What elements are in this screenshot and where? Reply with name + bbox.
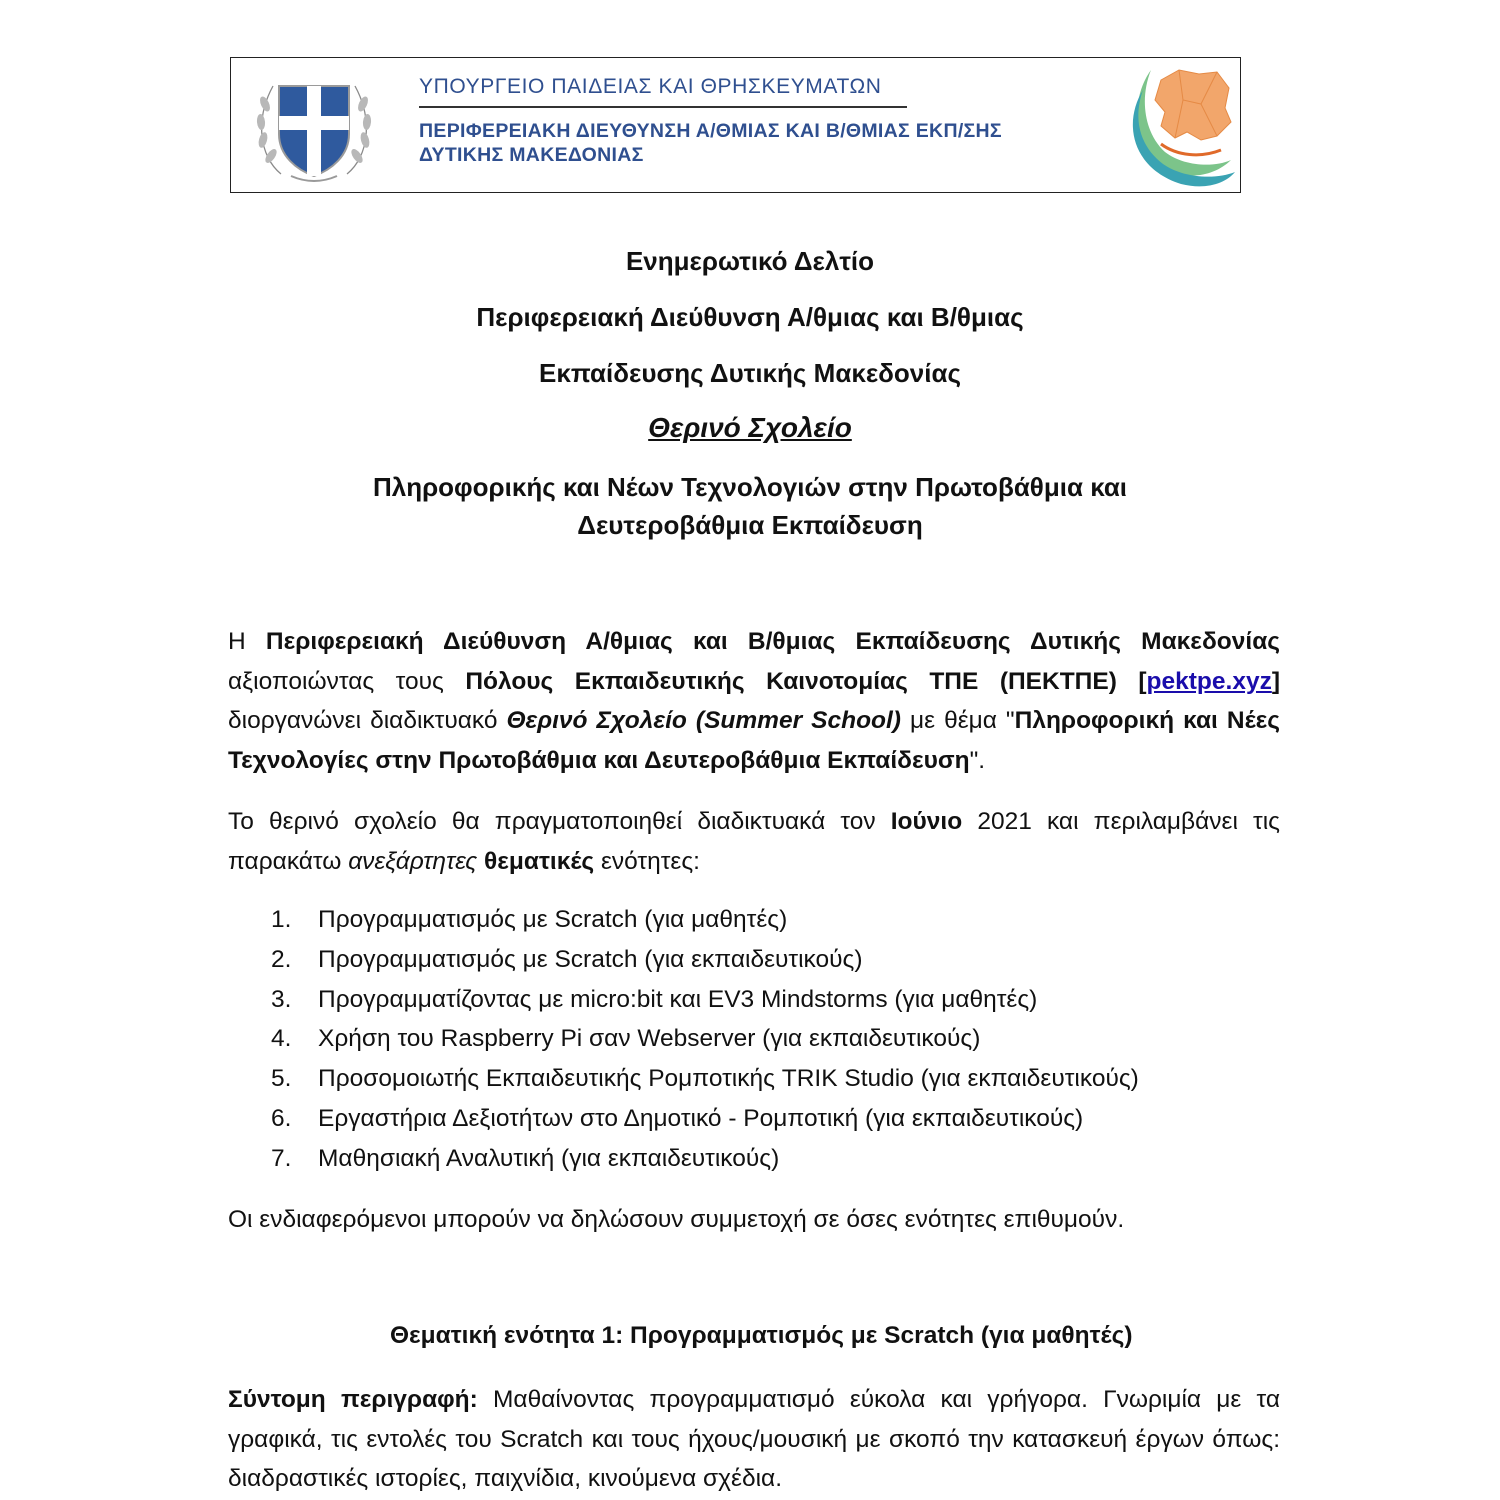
intro-text: ".: [969, 746, 986, 774]
subtitle-line-1: Πληροφορικής και Νέων Τεχνολογιών στην Πρωτοβάθμια και: [372, 472, 1128, 502]
intro-poles: Πόλους Εκπαιδευτικής Καινοτομίας ΤΠΕ (ΠΕΚΤΠΕ) [: [465, 667, 1147, 695]
schedule-text: Το θερινό σχολείο θα πραγματοποιηθεί διαδικτυακά τον: [228, 808, 891, 835]
ministry-divider: [419, 106, 907, 108]
greek-coat-of-arms-icon: [251, 64, 377, 188]
directorate-line-1: ΠΕΡΙΦΕΡΕΙΑΚΗ ΔΙΕΥΘΥΝΣΗ Α/ΘΜΙΑΣ ΚΑΙ Β/ΘΜΙΑΣ ΕΚΠ/ΣΗΣ: [419, 120, 1002, 142]
list-item-text: Προγραμματίζοντας με micro:bit και EV3 Mindstorms (για μαθητές): [318, 985, 1038, 1013]
topics-list: [228, 900, 1328, 1179]
description-label: Σύντομη περιγραφή:: [228, 1386, 478, 1413]
intro-directorate: Περιφερειακή Διεύθυνση Α/θμιας και Β/θμιας Εκπαίδευσης Δυτικής Μακεδονίας: [265, 628, 1280, 655]
schedule-month: Ιούνιο: [890, 808, 963, 835]
section-1-heading: Θεματική ενότητα 1: Προγραμματισμός με Scratch (για μαθητές): [390, 1322, 1133, 1349]
list-item-text: Προγραμματισμός με Scratch (για μαθητές): [318, 906, 788, 933]
list-item: [228, 900, 1328, 940]
intro-text: διοργανώνει διαδικτυακό: [228, 707, 507, 734]
schedule-independent: ανεξάρτητες: [348, 847, 478, 875]
bulletin-title: Ενημερωτικό Δελτίο: [625, 246, 875, 276]
list-number: 6.: [271, 1104, 292, 1132]
list-number: 2.: [271, 945, 292, 973]
schedule-paragraph: [228, 802, 1280, 881]
list-item-text: Προσομοιωτής Εκπαιδευτικής Ρομποτικής TRIK Studio (για εκπαιδευτικούς): [318, 1065, 1139, 1093]
title-directorate-line-1: Περιφερειακή Διεύθυνση Α/θμιας και Β/θμιας: [476, 302, 1024, 332]
summer-school-title: [0, 412, 1500, 444]
schedule-thematic: θεματικές: [484, 847, 595, 875]
participation-paragraph: Οι ενδιαφερόμενοι μπορούν να δηλώσουν συμμετοχή σε όσες ενότητες επιθυμούν.: [228, 1206, 1125, 1233]
intro-text: Η: [228, 628, 266, 655]
list-item: [228, 1019, 1328, 1059]
directorate-name: [419, 119, 1002, 167]
subtitle-line-2: Δευτεροβάθμια Εκπαίδευση: [577, 510, 923, 540]
west-macedonia-region-logo-icon: [1121, 60, 1237, 190]
summer-school-title-text: Θερινό Σχολείο: [648, 412, 852, 443]
intro-summer-school: Θερινό Σχολείο (Summer School): [506, 707, 901, 734]
section-1-description: [228, 1380, 1280, 1499]
list-item-text: Προγραμματισμός με Scratch (για εκπαιδευτικούς): [318, 945, 863, 973]
list-item-text: Μαθησιακή Αναλυτική (για εκπαιδευτικούς): [318, 1144, 780, 1172]
list-number: 3.: [271, 985, 292, 1013]
schedule-text: 2021 και περιλαμβάνει τις παρακάτω: [228, 808, 1280, 875]
list-item: [228, 1099, 1328, 1139]
ministry-name: ΥΠΟΥΡΓΕΙΟ ΠΑΙΔΕΙΑΣ ΚΑΙ ΘΡΗΣΚΕΥΜΑΤΩΝ: [419, 75, 882, 98]
intro-text: αξιοποιώντας τους: [228, 667, 466, 695]
pektpe-link[interactable]: pektpe.xyz: [1146, 667, 1272, 695]
list-number: 5.: [271, 1065, 292, 1093]
list-number: 4.: [271, 1025, 292, 1053]
list-item: [228, 940, 1328, 980]
schedule-text: [477, 848, 484, 875]
list-number: 1.: [271, 906, 292, 933]
description-text: Μαθαίνοντας προγραμματισμό εύκολα και γρήγορα. Γνωριμία με τα γραφικά, τις εντολές του Scratch και τους ήχους/μουσική με σκοπό την κατασκευή έργων όπως: διαδραστικές ιστορίες, παιχνίδια, κινούμενα σχέδια.: [228, 1386, 1280, 1492]
title-directorate-line-2: Εκπαίδευσης Δυτικής Μακεδονίας: [538, 358, 961, 388]
intro-paragraph: [228, 622, 1280, 780]
list-item: [228, 980, 1328, 1020]
list-item: [228, 1139, 1328, 1179]
list-item-text: Εργαστήρια Δεξιοτήτων στο Δημοτικό - Ρομποτική (για εκπαιδευτικούς): [318, 1104, 1084, 1132]
intro-bracket: ]: [1271, 667, 1280, 695]
letterhead-banner: [230, 57, 1241, 193]
intro-text: με θέμα ": [900, 707, 1015, 734]
list-number: 7.: [271, 1144, 292, 1172]
intro-theme: Πληροφορική και Νέες Τεχνολογίες στην Πρωτοβάθμια και Δευτεροβάθμια Εκπαίδευση: [228, 707, 1280, 774]
directorate-line-2: ΔΥΤΙΚΗΣ ΜΑΚΕΔΟΝΙΑΣ: [419, 144, 644, 166]
list-item: [228, 1059, 1328, 1099]
list-item-text: Χρήση του Raspberry Pi σαν Webserver (για εκπαιδευτικούς): [318, 1025, 981, 1053]
schedule-text: ενότητες:: [594, 847, 700, 875]
